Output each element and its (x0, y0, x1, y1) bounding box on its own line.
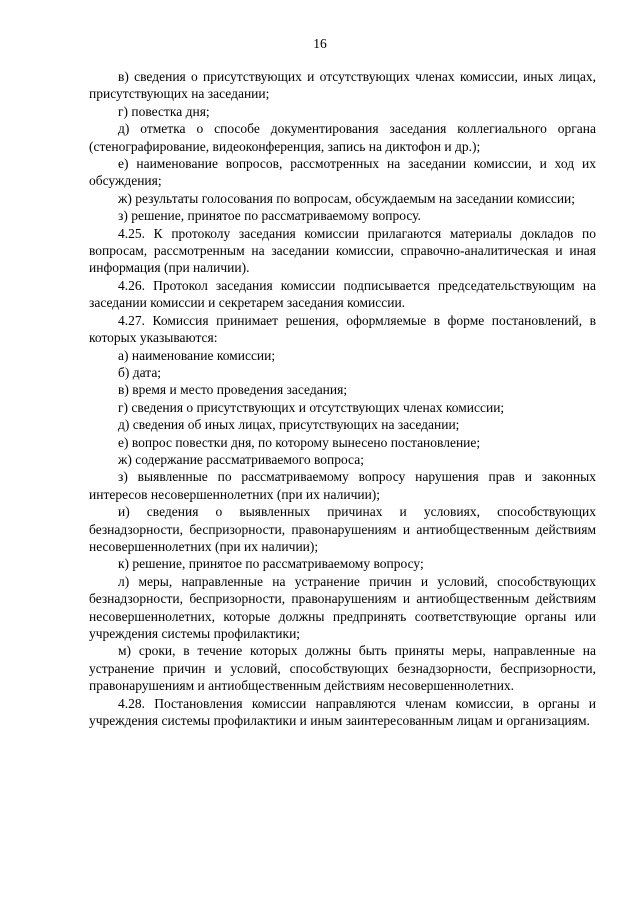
list-item-g: г) сведения о присутствующих и отсутствующих членах комиссии; (118, 399, 505, 415)
paragraph-d-documentation: д) отметка о способе документирования заседания коллегиального органа (стенографирование, видеоконференция, запись на диктофон и др.); (89, 121, 596, 154)
paragraph-g-agenda: г) повестка дня; (118, 103, 210, 119)
list-item-z: з) выявленные по рассматриваемому вопросу нарушения прав и законных интересов несовершеннолетних (при их наличии); (89, 469, 596, 502)
list-item-m: м) сроки, в течение которых должны быть приняты меры, направленные на устранение причин и условий, способствующих безнадзорности, беспризорности, правонарушениям и антиобщественным действиям несовершеннолетних. (89, 643, 596, 694)
paragraph-4-27: 4.27. Комиссия принимает решения, оформляемые в форме постановлений, в которых указываются: (89, 312, 596, 346)
list-item-a: а) наименование комиссии; (118, 347, 276, 363)
paragraph-zh-voting: ж) результаты голосования по вопросам, обсуждаемым на заседании комиссии; (118, 190, 576, 206)
list-item-v: в) время и место проведения заседания; (118, 382, 348, 398)
list-item-l: л) меры, направленные на устранение причин и условий, способствующих безнадзорности, беспризорности, правонарушениям и антиобщественным действиям несовершеннолетних, которые должны предпринять соответствующие органы или учреждения системы профилактики; (89, 573, 596, 641)
list-item-e: е) вопрос повестки дня, по которому вынесено постановление; (118, 434, 481, 450)
list-item-i: и) сведения о выявленных причинах и условиях, способствующих безнадзорности, беспризорности, правонарушениям и антиобщественным действиям несовершеннолетних (при их наличии); (89, 504, 596, 554)
paragraph-4-28: 4.28. Постановления комиссии направляются членам комиссии, в органы и учреждения системы профилактики и иным заинтересованным лицам и организациям. (89, 695, 596, 729)
list-item-k: к) решение, принятое по рассматриваемому вопросу; (118, 556, 424, 572)
list-item-zh: ж) содержание рассматриваемого вопроса; (118, 451, 364, 467)
page-number: 16 (313, 36, 327, 51)
paragraph-v-attendance: в) сведения о присутствующих и отсутствующих членах комиссии, иных лицах, присутствующих на заседании; (89, 69, 596, 102)
list-item-b: б) дата; (118, 364, 162, 380)
paragraph-z-decision: з) решение, принятое по рассматриваемому вопросу. (118, 208, 421, 224)
document-body (89, 68, 596, 729)
paragraph-4-25: 4.25. К протоколу заседания комиссии прилагаются материалы докладов по вопросам, рассмотренным на заседании комиссии, справочно-аналитическая и иная информация (при наличии). (89, 225, 596, 276)
list-item-d: д) сведения об иных лицах, присутствующих на заседании; (118, 417, 460, 433)
paragraph-e-questions: е) наименование вопросов, рассмотренных на заседании комиссии, и ход их обсуждения; (89, 156, 596, 189)
paragraph-4-26: 4.26. Протокол заседания комиссии подписывается председательствующим на заседании комиссии и секретарем заседания комиссии. (89, 277, 596, 311)
